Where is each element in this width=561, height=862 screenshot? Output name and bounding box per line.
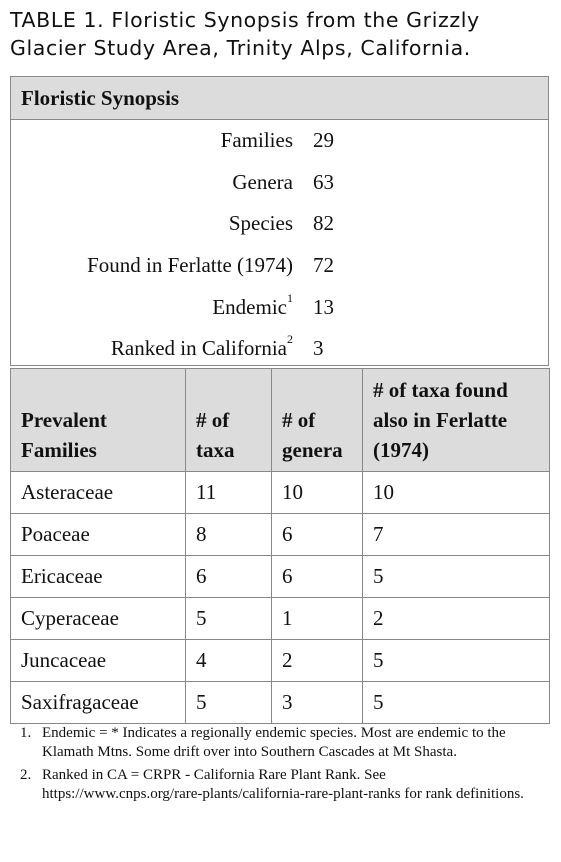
synopsis-label: Genera	[232, 169, 293, 194]
table-row	[11, 682, 550, 724]
synopsis-value: 29	[313, 128, 334, 152]
prevalent-families-table	[10, 368, 550, 724]
caption-line-1: TABLE 1. Floristic Synopsis from the Grizzly	[10, 8, 480, 32]
footnote-2	[20, 766, 540, 804]
family-cell: Poaceae	[11, 514, 186, 556]
genera-cell: 3	[272, 682, 363, 724]
taxa-cell: 5	[186, 682, 272, 724]
genera-cell: 2	[272, 640, 363, 682]
family-cell: Asteraceae	[11, 472, 186, 514]
header-num-genera: # of genera	[272, 369, 363, 472]
family-cell: Juncaceae	[11, 640, 186, 682]
taxa-cell: 4	[186, 640, 272, 682]
found-cell: 7	[363, 514, 550, 556]
header-row	[11, 369, 550, 472]
footnotes	[20, 724, 540, 808]
synopsis-row	[11, 120, 548, 162]
table-row	[11, 556, 550, 598]
genera-cell: 6	[272, 514, 363, 556]
family-cell: Cyperaceae	[11, 598, 186, 640]
found-cell: 2	[363, 598, 550, 640]
genera-cell: 6	[272, 556, 363, 598]
floristic-synopsis-panel	[10, 76, 549, 366]
synopsis-value: 63	[313, 169, 334, 194]
taxa-cell: 8	[186, 514, 272, 556]
synopsis-title: Floristic Synopsis	[11, 77, 548, 120]
footnote-text: Endemic = * Indicates a regionally endemic species. Most are endemic to the Klamath Mtns. Some drift over into Southern Cascades at Mt Shasta.	[42, 725, 506, 760]
caption-line-2: Glacier Study Area, Trinity Alps, California.	[10, 36, 471, 60]
footnote-text: Ranked in CA = CRPR - California Rare Plant Rank. See https://www.cnps.org/rare-plants/california-rare-plant-ranks for rank definitions.	[42, 767, 524, 802]
footnote-ref-2: 2	[287, 332, 293, 347]
family-cell: Ericaceae	[11, 556, 186, 598]
synopsis-row	[11, 328, 548, 370]
synopsis-value: 72	[313, 253, 334, 278]
synopsis-row	[11, 287, 548, 329]
table-row	[11, 472, 550, 514]
synopsis-row	[11, 245, 548, 287]
synopsis-label: Species	[228, 211, 293, 236]
synopsis-label: Found in Ferlatte (1974)	[87, 253, 293, 278]
genera-cell: 1	[272, 598, 363, 640]
synopsis-label: Endemic$^1$	[212, 290, 293, 319]
table-row	[11, 514, 550, 556]
family-cell: Saxifragaceae	[11, 682, 186, 724]
footnote-ref-1: 1	[287, 290, 293, 305]
taxa-cell: 11	[186, 472, 272, 514]
synopsis-row	[11, 162, 548, 204]
genera-cell: 10	[272, 472, 363, 514]
taxa-cell: 5	[186, 598, 272, 640]
found-cell: 10	[363, 472, 550, 514]
synopsis-row	[11, 203, 548, 245]
table-row	[11, 640, 550, 682]
table-row	[11, 598, 550, 640]
synopsis-label: Ranked in California$^2$	[110, 332, 293, 361]
synopsis-value: 82	[313, 211, 334, 236]
found-cell: 5	[363, 682, 550, 724]
taxa-cell: 6	[186, 556, 272, 598]
synopsis-value: 13	[313, 294, 334, 319]
header-prevalent-families: Prevalent Families	[11, 369, 186, 472]
footnote-number: 1.	[20, 725, 32, 741]
header-taxa-in-ferlatte: # of taxa found also in Ferlatte (1974)	[363, 369, 550, 472]
synopsis-label: Families	[220, 128, 293, 152]
synopsis-value: 3	[313, 336, 324, 361]
table-caption	[10, 6, 555, 62]
found-cell: 5	[363, 556, 550, 598]
footnote-number: 2.	[20, 767, 32, 783]
header-num-taxa: # of taxa	[186, 369, 272, 472]
footnote-1	[20, 724, 540, 762]
found-cell: 5	[363, 640, 550, 682]
